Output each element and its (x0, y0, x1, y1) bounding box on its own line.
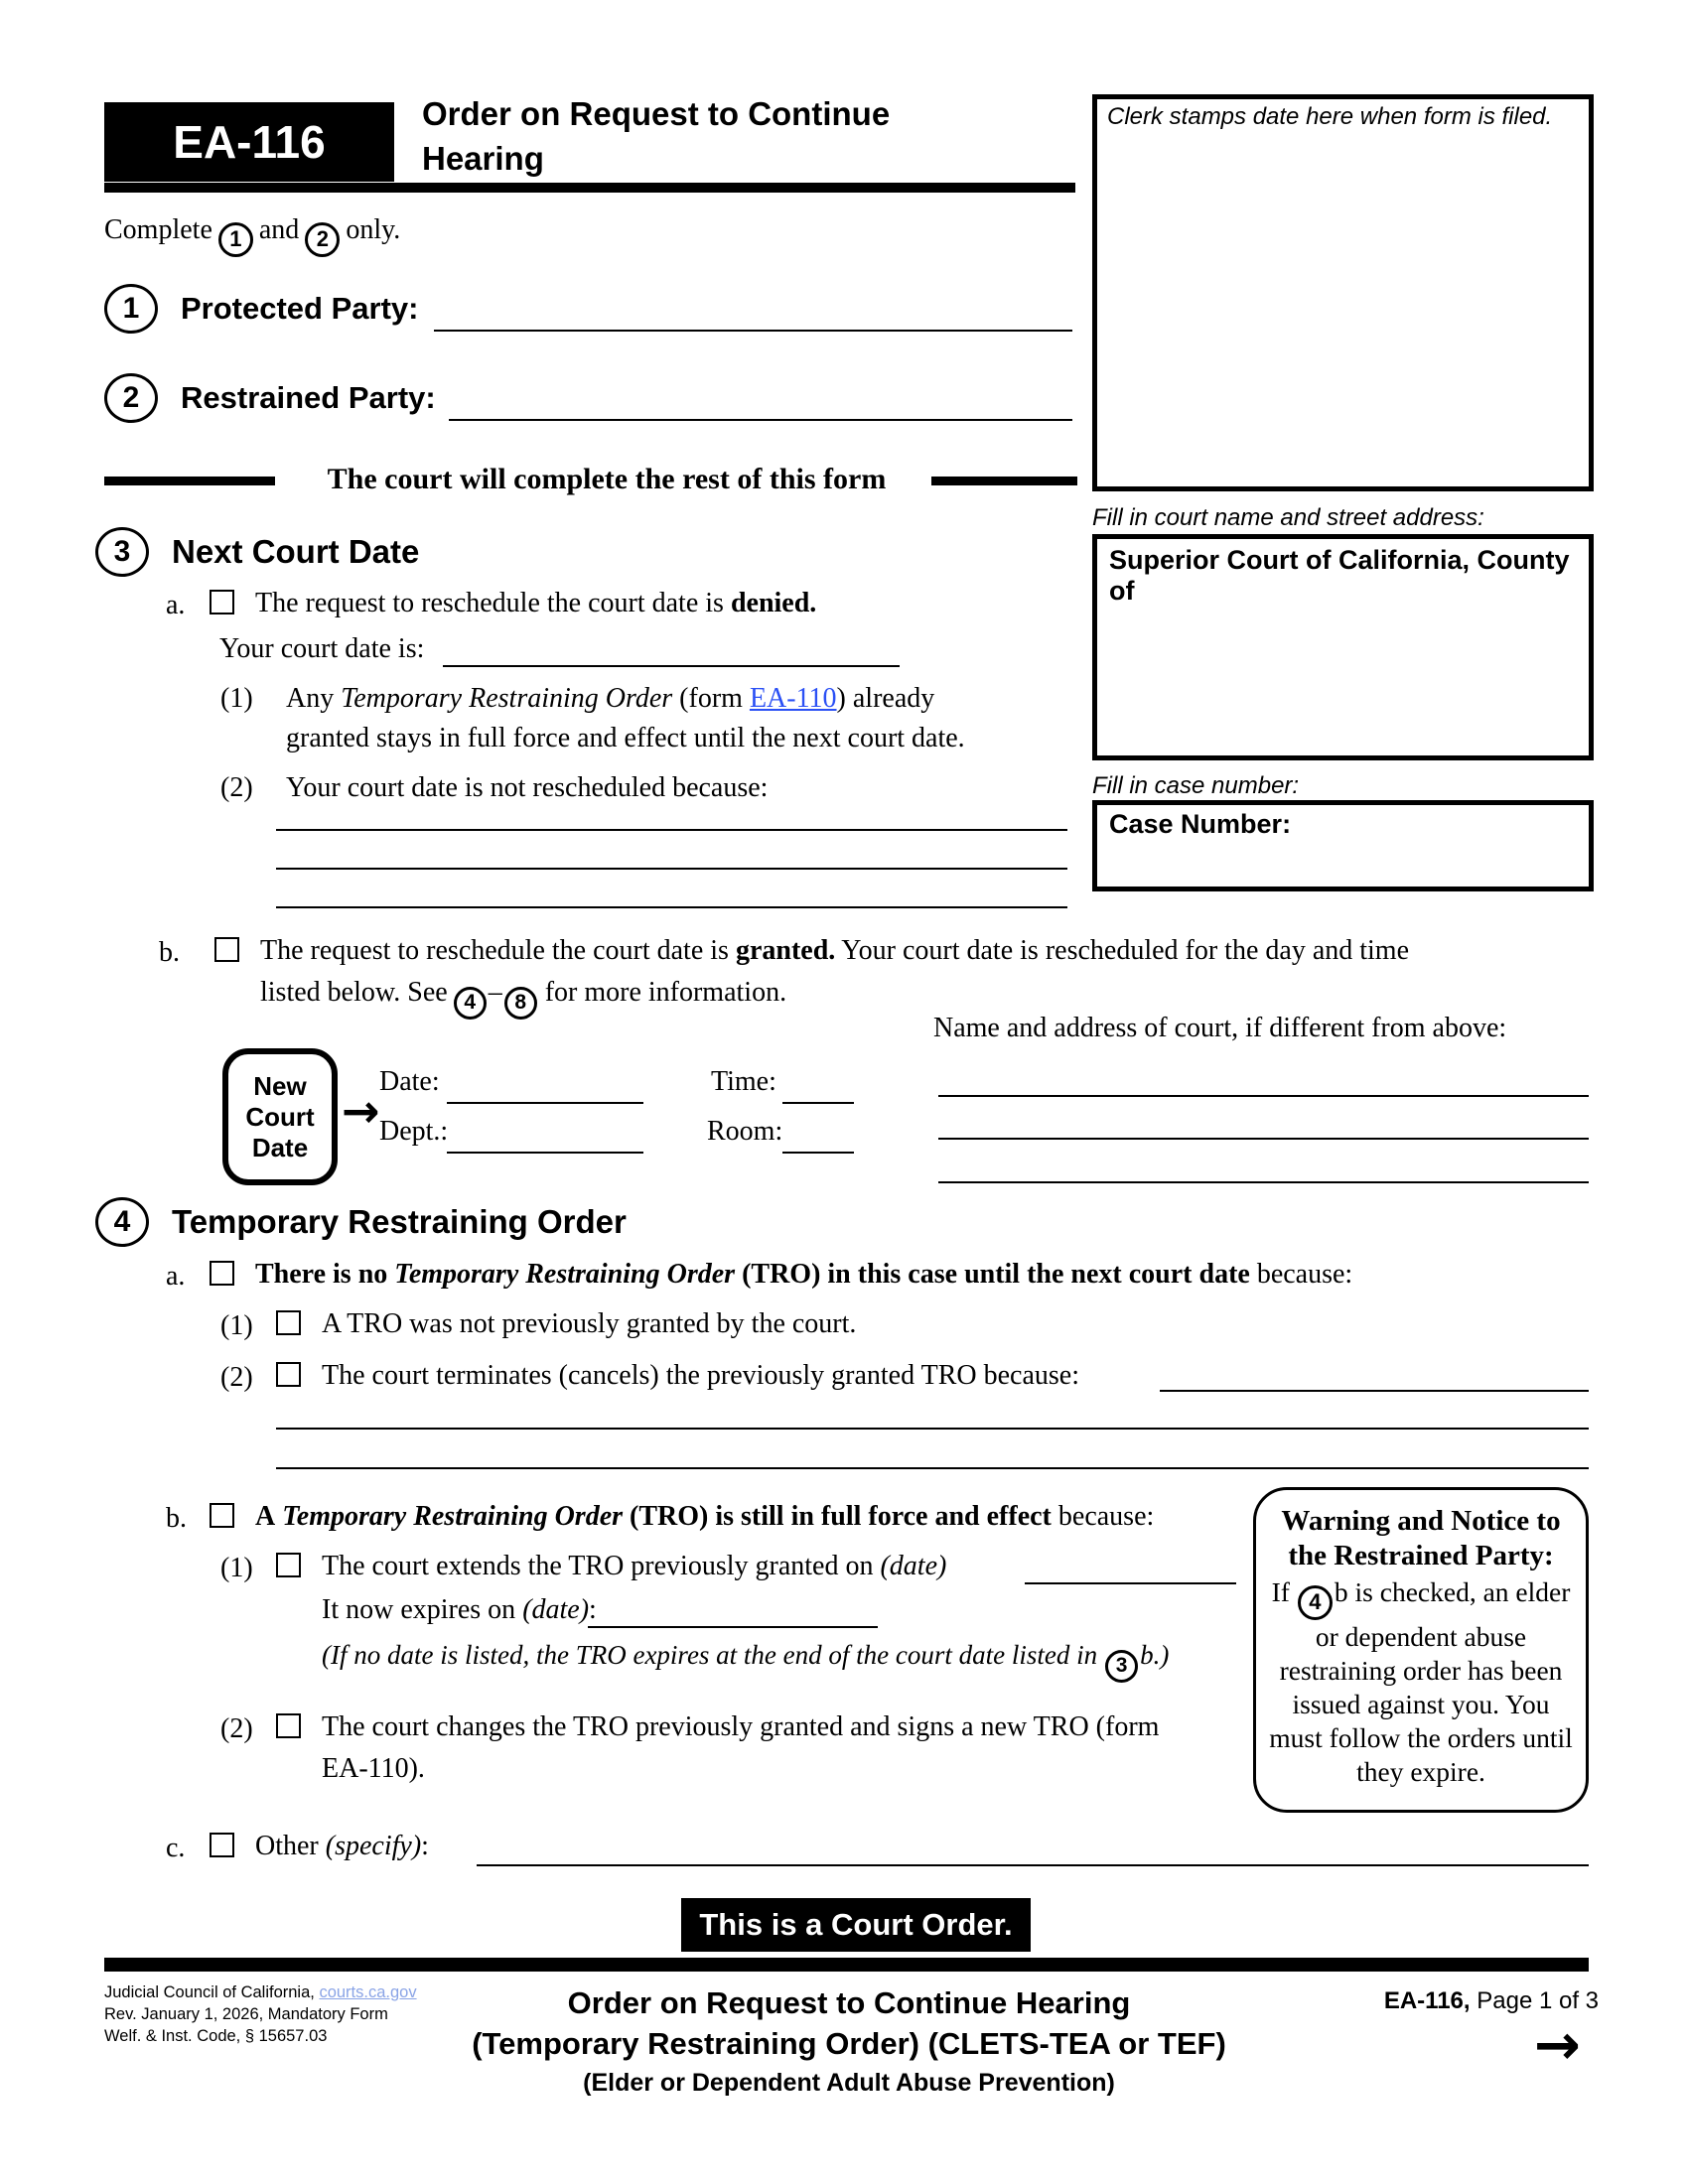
circled-number-8-inline: 8 (504, 987, 537, 1020)
item-4a1-label: (1) (220, 1310, 253, 1341)
court-name-label: Superior Court of California, County of (1109, 545, 1570, 606)
item-4a2-label: (2) (220, 1362, 253, 1393)
item-4c-other: Other (255, 1831, 319, 1861)
next-page-arrow-icon: → (1534, 2013, 1581, 2078)
case-number-box[interactable] (1092, 800, 1594, 891)
item-4b2-line2: EA-110). (322, 1753, 425, 1784)
item-3a1-italic: Temporary Restraining Order (341, 683, 673, 714)
new-court-date-badge (222, 1048, 338, 1185)
footer-title-line1: Order on Request to Continue Hearing (567, 1985, 1131, 2020)
room-field[interactable] (782, 1152, 854, 1154)
item-3b-line2 (260, 977, 786, 1020)
circled-number-4: 4 (95, 1197, 149, 1247)
item-4b-text (255, 1501, 1154, 1533)
item-4b1-text: The court extends the TRO previously granted on (322, 1551, 874, 1581)
item-4a1-text: A TRO was not previously granted by the court. (322, 1308, 857, 1339)
terminate-reason-line-0[interactable] (1160, 1390, 1589, 1392)
item-4b-bold-italic: Temporary Restraining Order (282, 1501, 624, 1532)
warning-title (1264, 1504, 1578, 1573)
court-address-line-3[interactable] (938, 1181, 1589, 1183)
protected-party-field[interactable] (434, 330, 1072, 332)
item-4a-bold-italic: Temporary Restraining Order (394, 1259, 736, 1290)
item-3a1-line2: granted stays in full force and effect until the next court date. (286, 723, 965, 753)
item-4a2-text: The court terminates (cancels) the previously granted TRO because: (322, 1360, 1079, 1391)
room-label: Room: (707, 1116, 783, 1147)
checkbox-4b[interactable] (210, 1503, 234, 1528)
checkbox-4a1[interactable] (276, 1310, 301, 1335)
court-address-note: Name and address of court, if different from above: (933, 1013, 1507, 1043)
item-4a-label: a. (166, 1261, 186, 1292)
section-4-title: Temporary Restraining Order (172, 1203, 627, 1240)
range-dash: – (488, 977, 502, 1008)
circled-number-3: 3 (95, 527, 149, 577)
footer-council: Judicial Council of California, (104, 1983, 315, 2001)
section-4-header (95, 1197, 627, 1247)
court-completes-note: The court will complete the rest of this form (327, 463, 887, 495)
clerk-stamp-box (1092, 94, 1594, 491)
item-4b1-line2-date: (date) (522, 1594, 590, 1625)
item-3b-pre: The request to reschedule the court date is (260, 935, 729, 966)
item-4b1-line2-colon: : (589, 1594, 597, 1625)
form-title-line1: Order on Request to Continue (422, 95, 891, 132)
item-4c-specify: (specify) (325, 1831, 422, 1861)
footer-left-line2: Rev. January 1, 2026, Mandatory Form (104, 2005, 388, 2023)
ncd-line1: New (253, 1070, 307, 1101)
form-number-tab (104, 102, 394, 182)
circled-number-4-warning: 4 (1298, 1585, 1333, 1620)
item-4b1-line2-pre: It now expires on (322, 1594, 516, 1625)
item-3b-post: Your court date is rescheduled for the day and time (841, 935, 1410, 966)
restrained-party-label: Restrained Party: (181, 380, 436, 415)
court-address-line-2[interactable] (938, 1138, 1589, 1140)
reason-line-2[interactable] (276, 868, 1067, 870)
item-4c-text (255, 1831, 429, 1862)
item-4a-bold-post: (TRO) in this case until the next court date (742, 1259, 1250, 1290)
item-4b2-label: (2) (220, 1713, 253, 1744)
section-3-header (95, 527, 419, 577)
complete-only: only. (346, 214, 401, 245)
form-title-line2: Hearing (422, 140, 544, 177)
complete-and: and (258, 214, 300, 245)
item-4b1-note-post: b.) (1140, 1640, 1170, 1670)
terminate-reason-line-2[interactable] (276, 1467, 1589, 1469)
checkbox-3a[interactable] (210, 590, 234, 614)
title-rule (104, 183, 1075, 193)
item-4b-label: b. (166, 1503, 187, 1534)
dept-field[interactable] (447, 1152, 643, 1154)
circled-number-4-inline: 4 (454, 987, 487, 1020)
complete-pre: Complete (104, 214, 212, 245)
case-number-label: Case Number: (1109, 809, 1292, 839)
court-date-is-label: Your court date is: (219, 633, 425, 664)
item-3a2-text: Your court date is not rescheduled because: (286, 772, 769, 803)
footer-page-info (1331, 1987, 1599, 2015)
item-3b-label: b. (159, 937, 180, 968)
item-3b-line2-post: for more information. (544, 977, 787, 1008)
checkbox-4b2[interactable] (276, 1713, 301, 1738)
date-label: Date: (379, 1066, 440, 1097)
circled-number-3-inline: 3 (1105, 1650, 1138, 1683)
time-label: Time: (711, 1066, 776, 1097)
item-3a1-mid: (form (679, 683, 743, 714)
checkbox-4c[interactable] (210, 1833, 234, 1857)
tro-expire-date-field[interactable] (588, 1626, 878, 1628)
dept-label: Dept.: (379, 1116, 449, 1147)
ncd-line3: Date (251, 1132, 309, 1162)
form-number: EA-116 (173, 116, 326, 168)
new-court-date-arrow-icon: → (342, 1084, 380, 1138)
time-field[interactable] (782, 1102, 854, 1104)
footer-title-line3: (Elder or Dependent Adult Abuse Prevention) (583, 2069, 1115, 2097)
tro-granted-date-field[interactable] (1025, 1582, 1236, 1584)
item-4b-bold-pre: A (255, 1501, 276, 1532)
item-4a-bold-pre: There is no (255, 1259, 388, 1290)
item-4b1-note-pre: (If no date is listed, the TRO expires at the end of the court date listed in (322, 1640, 1098, 1670)
court-name-note: Fill in court name and street address: (1092, 504, 1484, 531)
item-4a-because: because: (1256, 1259, 1353, 1290)
checkbox-4a2[interactable] (276, 1362, 301, 1387)
item-4a-text (255, 1259, 1352, 1291)
warning-body (1264, 1575, 1578, 1789)
item-4c-label: c. (166, 1833, 186, 1863)
protected-party-label: Protected Party: (181, 291, 419, 326)
warning-body-post: b is checked, an elder or dependent abuse restraining order has been issued against you. You must follow the orders until they expire. (1269, 1576, 1573, 1787)
divider-left-segment (104, 477, 275, 485)
item-3a1-line1 (286, 683, 934, 715)
section-3-title: Next Court Date (172, 533, 420, 570)
item-3b-bold: granted. (735, 935, 836, 966)
warning-title-line2: the Restrained Party: (1288, 1540, 1554, 1571)
court-order-banner: This is a Court Order. (681, 1898, 1031, 1952)
clerk-stamp-note: Clerk stamps date here when form is filed. (1107, 103, 1553, 130)
circled-number-2: 2 (305, 222, 340, 257)
circled-number-1: 1 (218, 222, 253, 257)
item-3a1-pre: Any (286, 683, 335, 714)
date-field[interactable] (447, 1102, 643, 1104)
item-4b1-date: (date) (880, 1551, 947, 1581)
item-4b-because: because: (1057, 1501, 1155, 1532)
other-specify-field[interactable] (477, 1864, 1589, 1866)
footer-left-line3: Welf. & Inst. Code, § 15657.03 (104, 2027, 328, 2045)
footer-form-number: EA-116, (1383, 1987, 1471, 2014)
item-3a1-post: ) already (836, 683, 935, 714)
circled-number-1-large: 1 (104, 284, 158, 334)
court-name-box[interactable] (1092, 534, 1594, 760)
footer-left-line1 (104, 1981, 417, 2003)
footer-center (427, 1983, 1271, 2101)
courts-ca-gov-link[interactable]: courts.ca.gov (319, 1983, 417, 2001)
item-3a2-label: (2) (220, 772, 253, 803)
reason-line-1[interactable] (276, 829, 1067, 831)
court-address-line-1[interactable] (938, 1095, 1589, 1097)
item-3b-line2-pre: listed below. See (260, 977, 448, 1008)
restrained-party-field[interactable] (449, 419, 1072, 421)
footer-left (104, 1981, 417, 2047)
checkbox-3b[interactable] (214, 937, 239, 962)
item-4b1-label: (1) (220, 1553, 253, 1583)
warning-title-line1: Warning and Notice to (1281, 1505, 1561, 1537)
divider-right-segment (931, 477, 1077, 485)
item-3a-text (255, 588, 816, 619)
case-number-note: Fill in case number: (1092, 772, 1300, 799)
checkbox-4a[interactable] (210, 1261, 234, 1286)
item-3a1-label: (1) (220, 683, 253, 714)
item-4b1-line2 (322, 1594, 597, 1626)
restrained-party-row (104, 373, 436, 423)
warning-notice-box (1253, 1487, 1589, 1813)
footer-page-number: Page 1 of 3 (1477, 1987, 1599, 2014)
circled-number-2-large: 2 (104, 373, 158, 423)
protected-party-row (104, 284, 418, 334)
item-4b1-note (322, 1640, 1169, 1683)
item-3a-text-regular: The request to reschedule the court date is (255, 588, 724, 618)
item-4b-bold-post: (TRO) is still in full force and effect (630, 1501, 1052, 1532)
checkbox-4b1[interactable] (276, 1553, 301, 1577)
ea-110-link[interactable]: EA-110 (749, 683, 837, 714)
item-4c-colon: : (421, 1831, 429, 1861)
item-4b2-line1: The court changes the TRO previously granted and signs a new TRO (form (322, 1711, 1160, 1742)
terminate-reason-line-1[interactable] (276, 1428, 1589, 1430)
item-4b1-line1 (322, 1551, 946, 1582)
form-title (422, 91, 890, 181)
footer-rule (104, 1958, 1589, 1972)
ncd-line2: Court (245, 1101, 315, 1132)
reason-line-3[interactable] (276, 906, 1067, 908)
footer-title-line2: (Temporary Restraining Order) (CLETS-TEA or TEF) (472, 2026, 1226, 2061)
item-3a-text-bold: denied. (730, 588, 817, 618)
complete-instruction (104, 214, 400, 257)
item-3b-line1 (260, 935, 1409, 967)
item-3a-label: a. (166, 590, 186, 620)
court-date-field[interactable] (443, 665, 900, 667)
warning-body-pre: If (1271, 1576, 1290, 1607)
